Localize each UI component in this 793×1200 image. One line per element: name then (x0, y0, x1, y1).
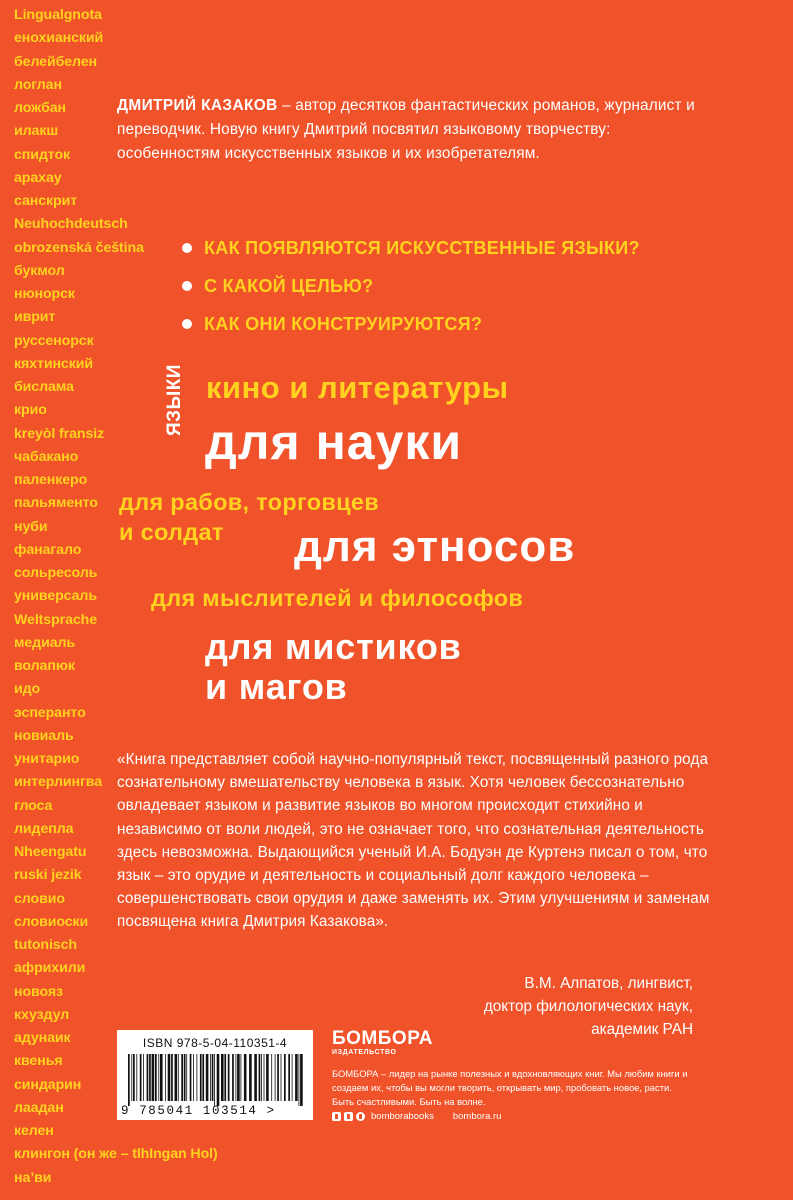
language-item: букмол (14, 262, 65, 279)
question-item (182, 267, 640, 305)
language-item: белейбелен (14, 53, 98, 70)
language-item: Neuhochdeutsch (14, 216, 128, 233)
quote-attribution (484, 972, 693, 1042)
publisher-logo-name: БОМБОРА (332, 1028, 433, 1049)
quote-author-title: академик РАН (591, 1021, 693, 1039)
language-item: obrozenská čeština (14, 239, 144, 256)
language-item: нюнорск (14, 286, 75, 302)
language-item: пальяменто (14, 495, 98, 512)
website-link[interactable]: bombora.ru (452, 1111, 502, 1122)
bullet-icon (182, 243, 192, 253)
author-name: ДМИТРИЙ КАЗАКОВ (117, 97, 278, 114)
language-item: kreyòl fransiz (14, 425, 105, 442)
title-line-cinema: кино и литературы (206, 370, 509, 405)
language-item: словио (14, 890, 65, 907)
language-item: адунаик (14, 1030, 71, 1046)
author-intro (117, 94, 717, 166)
question-list (182, 229, 640, 343)
instagram-icon[interactable] (356, 1112, 365, 1121)
language-item: фанагало (14, 541, 82, 558)
barcode-bars (127, 1054, 303, 1106)
language-item: крио (14, 402, 47, 419)
language-item: новояз (14, 983, 63, 1000)
question-text: С КАКОЙ ЦЕЛЬЮ? (204, 275, 374, 296)
social-handle[interactable]: bomborabooks (371, 1111, 434, 1122)
question-item (182, 305, 640, 343)
language-item: Weltsprache (14, 611, 98, 628)
question-text: КАК ОНИ КОНСТРУИРУЮТСЯ? (204, 313, 483, 334)
language-item: клингон (он же – tlhIngan Hol) (14, 1146, 218, 1163)
bullet-icon (182, 319, 192, 329)
language-item: эсперанто (14, 704, 86, 721)
language-item: спидток (14, 146, 71, 163)
language-item: унитарио (14, 751, 80, 767)
language-item: tutonisch (14, 937, 77, 953)
publisher-socials (332, 1111, 501, 1122)
language-item: енохианский (14, 30, 104, 47)
bullet-icon (182, 281, 192, 291)
language-item: Nheengatu (14, 844, 87, 860)
language-item: санскрит (14, 193, 78, 209)
quote-author-degree: доктор филологических наук, (483, 998, 693, 1016)
language-item: паленкеро (14, 472, 88, 488)
language-item: илакш (14, 123, 59, 140)
language-item: сольресоль (14, 565, 98, 581)
quote-author-name: В.М. Алпатов, лингвист, (524, 975, 693, 992)
language-item: медиаль (14, 634, 76, 651)
publisher-logo-subtitle: ИЗДАТЕЛЬСТВО (332, 1049, 397, 1056)
language-item: идо (14, 681, 41, 698)
language-item: словиоски (14, 913, 89, 930)
language-item: ruski jezik (14, 867, 82, 884)
language-item: лидепла (14, 820, 74, 837)
review-quote: «Книга представляет собой научно-популярный текст, посвященный разного рода сознательному вмешательству человека в язык. Хотя человек бессознательно овладевает языком и развитие языков во многом происходит стихийно и независимо от воли людей, это не означает того, что сознательная деятельность здесь невозможна. Выдающийся ученый И.А. Бодуэн де Куртенэ писал о том, что язык – это орудие и деятельность и социальный долг каждого человека – совершенствовать свои орудия и даже заменять их. Этим улучшениям и заменам посвящена книга Дмитрия Казакова». (117, 751, 710, 931)
language-item: интерлингва (14, 774, 102, 791)
question-item (182, 229, 640, 267)
language-item: чабакано (14, 448, 79, 465)
title-line-soldiers: и солдат (119, 519, 224, 545)
question-text: КАК ПОЯВЛЯЮТСЯ ИСКУССТВЕННЫЕ ЯЗЫКИ? (204, 237, 640, 258)
title-line-ethnos: для этносов (294, 522, 576, 571)
language-item: универсаль (14, 588, 97, 605)
barcode-digits: 9 785041 103514 > (121, 1104, 276, 1118)
title-line-slaves: для рабов, торговцев (119, 489, 380, 515)
language-item: на’ви (14, 1169, 52, 1186)
language-item: арахау (14, 169, 62, 186)
language-item: лаадан (14, 1099, 64, 1116)
title-line-mages: и магов (205, 666, 348, 707)
language-item: логлан (14, 76, 62, 93)
title-line-mystics: для мистиков (205, 626, 462, 667)
language-item: нуби (14, 518, 48, 535)
vk-icon[interactable] (344, 1112, 353, 1121)
publisher-logo (332, 1029, 433, 1056)
vertical-title: ЯЗЫКИ (164, 364, 185, 436)
language-item: новиаль (14, 727, 74, 744)
isbn-number: ISBN 978-5-04-110351-4 (142, 1036, 288, 1050)
language-item: иврит (14, 309, 56, 326)
title-line-science: для науки (205, 414, 463, 470)
publisher-description: БОМБОРА – лидер на рынке полезных и вдохновляющих книг. Мы любим книги и создаем их, чтобы вы могли творить, открывать мир, пробовать новое, расти. Быть счастливыми. Быть на волне. (332, 1068, 688, 1107)
language-item: африхили (14, 960, 86, 977)
language-item: бислама (14, 379, 74, 395)
language-item: синдарин (14, 1076, 82, 1093)
language-item: глоса (14, 797, 53, 814)
language-item: руссенорск (14, 332, 94, 349)
language-item: кхуздул (14, 1006, 70, 1023)
language-item: квенья (14, 1053, 63, 1070)
author-intro-text: – автор десятков фантастических романов, журналист и переводчик. Новую книгу Дмитрий посвятил языковому творчеству: особенностям искусственных языков и их изобретателям. (117, 97, 695, 162)
language-item: кяхтинский (14, 355, 93, 372)
title-line-thinkers: для мыслителей и философов (151, 585, 524, 611)
facebook-icon[interactable] (332, 1112, 341, 1121)
language-item: волапюк (14, 658, 75, 674)
isbn-barcode (117, 1030, 313, 1120)
language-item: Lingualgnota (14, 7, 102, 23)
language-item: ложбан (14, 100, 66, 116)
language-item: келен (14, 1123, 54, 1139)
